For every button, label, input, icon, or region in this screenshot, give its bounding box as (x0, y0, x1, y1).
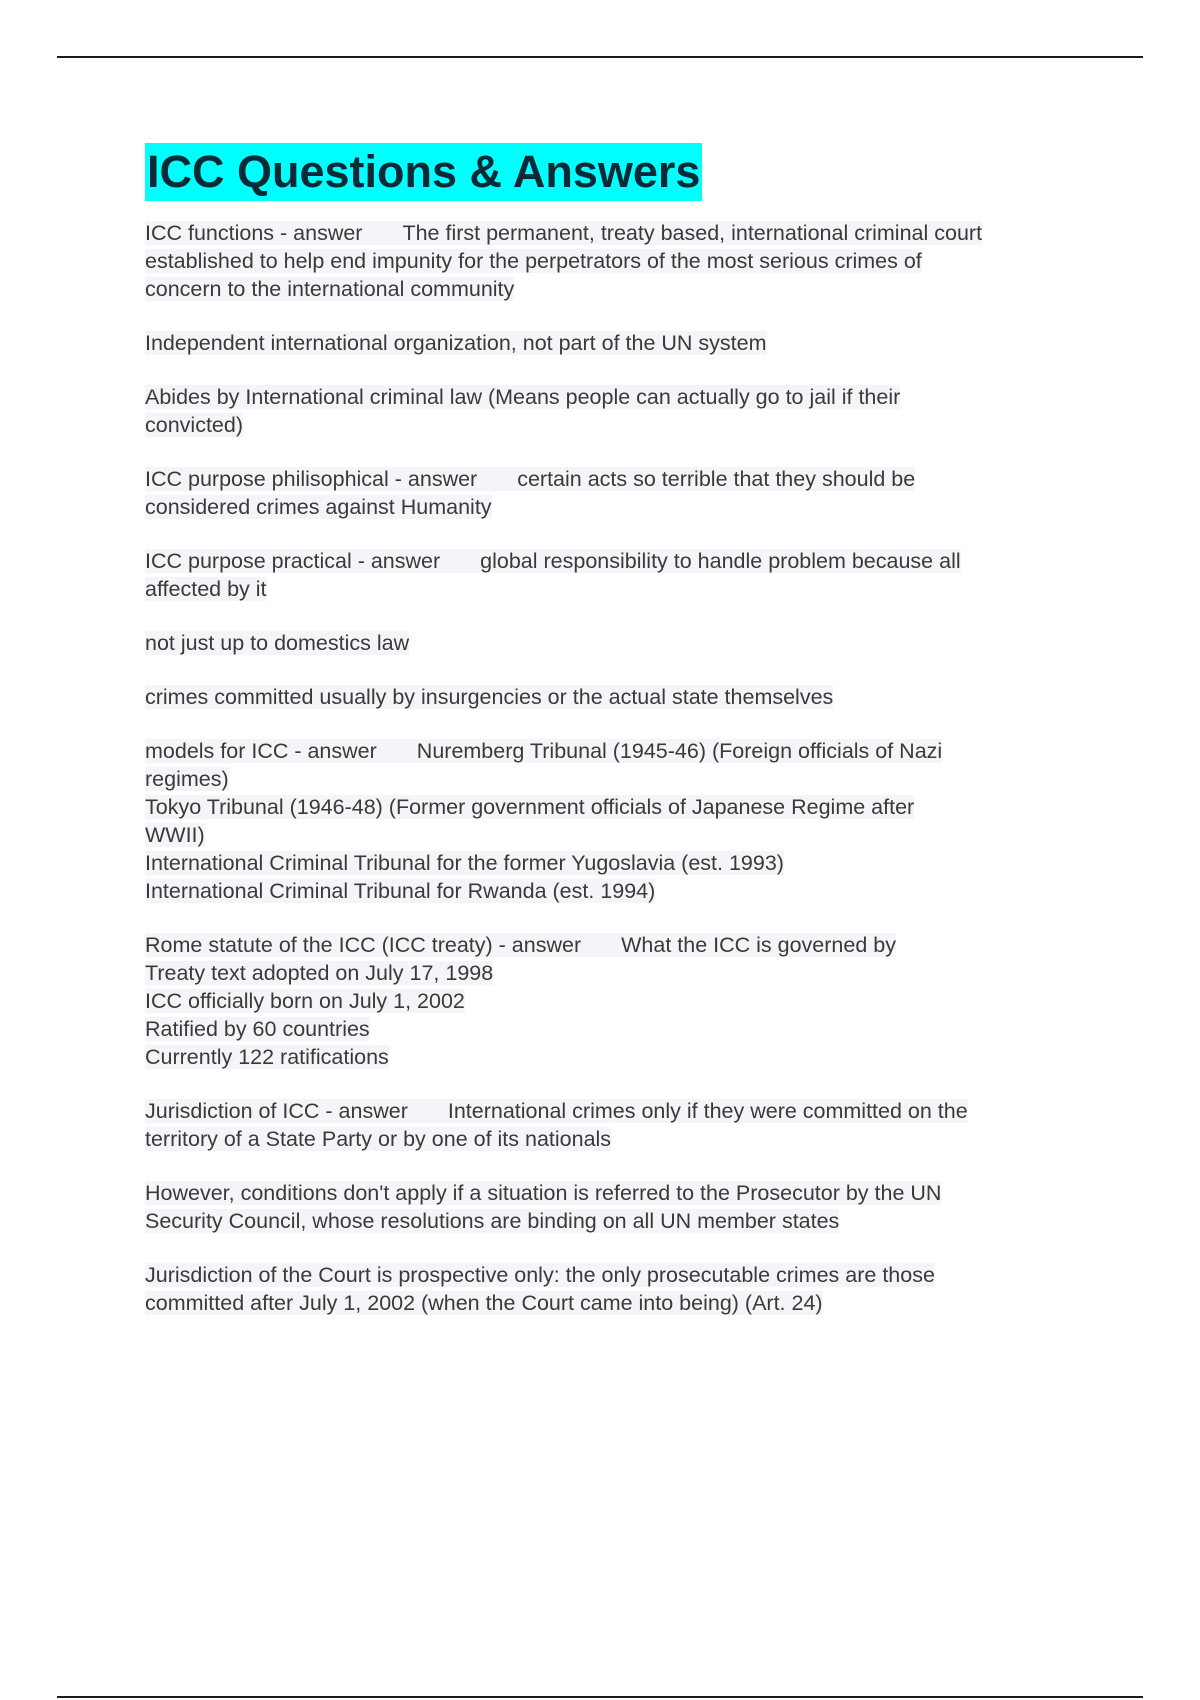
body-text: Treaty text adopted on July 17, 1998 (145, 961, 494, 985)
qa-list (145, 219, 1105, 1317)
body-text: regimes) (145, 767, 229, 791)
text-line (145, 247, 1105, 275)
question-text: ICC purpose philisophical - answer (145, 467, 478, 491)
text-line (145, 793, 1105, 821)
question-answer-line (145, 467, 915, 491)
text-line (145, 849, 1105, 877)
qa-block (145, 547, 1105, 603)
body-text: affected by it (145, 577, 267, 601)
body-text: Ratified by 60 countries (145, 1017, 370, 1041)
body-text: Independent international organization, not part of the UN system (145, 331, 767, 355)
answer-text: Nuremberg Tribunal (1945-46) (Foreign officials of Nazi (416, 739, 943, 763)
qa-block (145, 1179, 1105, 1235)
body-text: established to help end impunity for the perpetrators of the most serious crimes of (145, 249, 922, 273)
body-text: committed after July 1, 2002 (when the Court came into being) (Art. 24) (145, 1291, 823, 1315)
qa-block (145, 1097, 1105, 1153)
qa-block (145, 931, 1105, 1071)
text-line (145, 877, 1105, 905)
body-text: However, conditions don't apply if a situation is referred to the Prosecutor by the UN (145, 1181, 942, 1205)
answer-text: The first permanent, treaty based, international criminal court (402, 221, 983, 245)
body-text: International Criminal Tribunal for the former Yugoslavia (est. 1993) (145, 851, 784, 875)
qa-block (145, 219, 1105, 303)
body-text: Currently 122 ratifications (145, 1045, 389, 1069)
text-line (145, 1043, 1105, 1071)
footer-rule (57, 1696, 1143, 1698)
text-line (145, 493, 1105, 521)
body-text: not just up to domestics law (145, 631, 410, 655)
answer-text: global responsibility to handle problem because all (480, 549, 961, 573)
qa-block (145, 683, 1105, 711)
text-line (145, 329, 1105, 357)
text-line (145, 683, 1105, 711)
body-text: territory of a State Party or by one of its nationals (145, 1127, 612, 1151)
text-line (145, 411, 1105, 439)
body-text: Security Council, whose resolutions are binding on all UN member states (145, 1209, 840, 1233)
text-line (145, 765, 1105, 793)
header-rule (57, 56, 1143, 58)
body-text: crimes committed usually by insurgencies or the actual state themselves (145, 685, 834, 709)
body-text: Tokyo Tribunal (1946-48) (Former government officials of Japanese Regime after (145, 795, 915, 819)
question-answer-line (145, 933, 896, 957)
body-text: WWII) (145, 823, 205, 847)
text-line (145, 1179, 1105, 1207)
body-text: International Criminal Tribunal for Rwanda (est. 1994) (145, 879, 656, 903)
text-line (145, 275, 1105, 303)
text-line (145, 1125, 1105, 1153)
qa-block (145, 383, 1105, 439)
text-line (145, 821, 1105, 849)
qa-block (145, 737, 1105, 905)
text-line (145, 1261, 1105, 1289)
question-text: Jurisdiction of ICC - answer (145, 1099, 408, 1123)
question-answer-line (145, 739, 942, 763)
question-text: Rome statute of the ICC (ICC treaty) - answer (145, 933, 582, 957)
text-line (145, 959, 1105, 987)
question-text: ICC purpose practical - answer (145, 549, 441, 573)
text-line (145, 465, 1105, 493)
qa-block (145, 1261, 1105, 1317)
text-line (145, 931, 1105, 959)
answer-text: What the ICC is governed by (621, 933, 896, 957)
text-line (145, 987, 1105, 1015)
answer-text: certain acts so terrible that they should be (517, 467, 916, 491)
question-text: models for ICC - answer (145, 739, 377, 763)
qa-block (145, 629, 1105, 657)
qa-block (145, 329, 1105, 357)
text-line (145, 575, 1105, 603)
text-line (145, 629, 1105, 657)
text-line (145, 219, 1105, 247)
text-line (145, 1097, 1105, 1125)
text-line (145, 1207, 1105, 1235)
body-text: ICC officially born on July 1, 2002 (145, 989, 465, 1013)
body-text: considered crimes against Humanity (145, 495, 492, 519)
text-line (145, 1289, 1105, 1317)
question-answer-line (145, 221, 982, 245)
body-text: Abides by International criminal law (Means people can actually go to jail if their (145, 385, 901, 409)
text-line (145, 547, 1105, 575)
body-text: Jurisdiction of the Court is prospective only: the only prosecutable crimes are those (145, 1263, 935, 1287)
document-title: ICC Questions & Answers (145, 143, 702, 201)
qa-block (145, 465, 1105, 521)
answer-text: International crimes only if they were committed on the (447, 1099, 968, 1123)
document-body (145, 143, 1105, 1343)
question-text: ICC functions - answer (145, 221, 363, 245)
question-answer-line (145, 1099, 968, 1123)
body-text: concern to the international community (145, 277, 515, 301)
text-line (145, 737, 1105, 765)
question-answer-line (145, 549, 961, 573)
text-line (145, 383, 1105, 411)
body-text: convicted) (145, 413, 243, 437)
text-line (145, 1015, 1105, 1043)
